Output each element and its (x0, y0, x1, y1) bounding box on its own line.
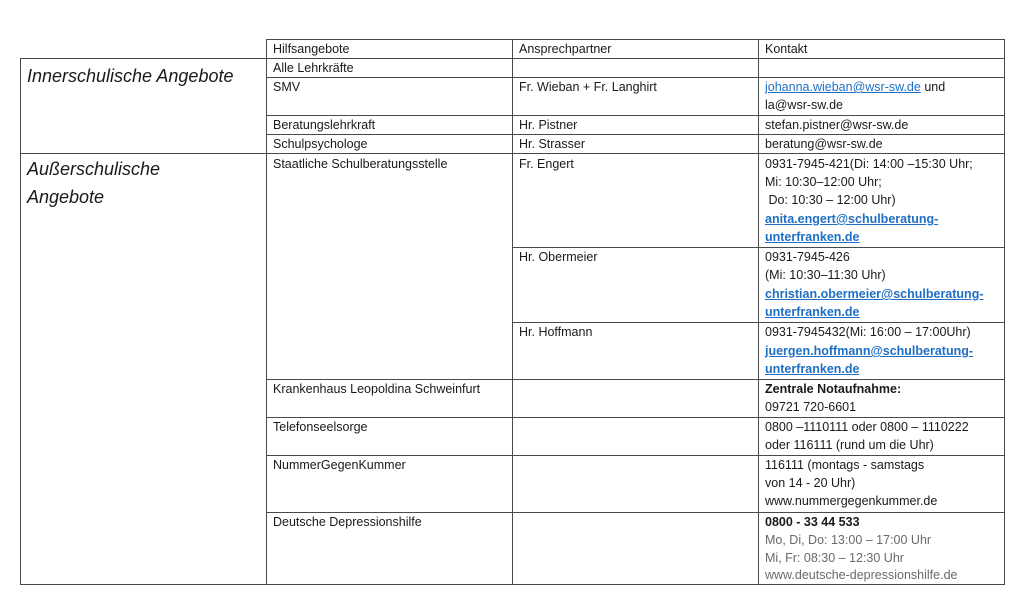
angebot-telefonseelsorge: Telefonseelsorge (273, 420, 368, 434)
header-ansprechpartner: Ansprechpartner (519, 42, 612, 56)
kontakt-psych: beratung@wsr-sw.de (765, 137, 883, 151)
email-link-obermeier-1[interactable]: christian.obermeier@schulberatung- (765, 287, 984, 301)
kontakt-and: und (920, 80, 946, 94)
col-line (266, 39, 267, 585)
partner-beratung: Hr. Pistner (519, 118, 578, 132)
kontakt-hoffmann-line1: 0931-7945432(Mi: 16:00 – 17:00Uhr) (765, 325, 971, 339)
kontakt-engert-line3: Do: 10:30 – 12:00 Uhr) (765, 193, 896, 207)
kontakt-depression-phone: 0800 - 33 44 533 (765, 515, 860, 529)
angebot-nummer: NummerGegenKummer (273, 458, 406, 472)
kontakt-krankenhaus-line1: Zentrale Notaufnahme: (765, 382, 902, 396)
section-ausserschulisch-line1: Außerschulische (27, 159, 161, 179)
angebot-psych: Schulpsychologe (273, 137, 368, 151)
col-line (758, 39, 759, 585)
angebot-staatlich: Staatliche Schulberatungsstelle (273, 157, 448, 171)
email-link-engert-1[interactable]: anita.engert@schulberatung- (765, 212, 939, 226)
kontakt-depression-line3: Mi, Fr: 08:30 – 12:30 Uhr (765, 551, 904, 565)
kontakt-nummer-url: www.nummergegenkummer.de (765, 494, 938, 508)
border-left (20, 58, 21, 585)
partner-hoffmann: Hr. Hoffmann (519, 325, 593, 339)
angebot-lehrkraefte: Alle Lehrkräfte (273, 61, 354, 75)
header-hilfsangebote: Hilfsangebote (273, 42, 350, 56)
email-link-engert-2[interactable]: unterfranken.de (765, 230, 860, 244)
email-link-hoffmann-1[interactable]: juergen.hoffmann@schulberatung- (765, 344, 974, 358)
angebot-krankenhaus: Krankenhaus Leopoldina Schweinfurt (273, 382, 481, 396)
angebot-beratung: Beratungslehrkraft (273, 118, 376, 132)
kontakt-telefonseelsorge-line2: oder 116111 (rund um die Uhr) (765, 438, 934, 452)
kontakt-depression-line2: Mo, Di, Do: 13:00 – 17:00 Uhr (765, 533, 932, 547)
row-line (266, 134, 1005, 135)
kontakt-smv-email2: la@wsr-sw.de (765, 98, 843, 112)
kontakt-krankenhaus-line2: 09721 720-6601 (765, 400, 857, 414)
partner-obermeier: Hr. Obermeier (519, 250, 598, 264)
partner-psych: Hr. Strasser (519, 137, 585, 151)
email-link[interactable]: johanna.wieban@wsr-sw.de (765, 80, 921, 94)
col-line (512, 39, 513, 585)
email-link-hoffmann-2[interactable]: unterfranken.de (765, 362, 860, 376)
angebot-smv: SMV (273, 80, 301, 94)
kontakt-telefonseelsorge-line1: 0800 –1110111 oder 0800 – 1110222 (765, 420, 969, 434)
section-innerschulisch: Innerschulische Angebote (27, 66, 234, 86)
partner-engert: Fr. Engert (519, 157, 574, 171)
header-kontakt: Kontakt (765, 42, 808, 56)
kontakt-obermeier-line1: 0931-7945-426 (765, 250, 850, 264)
section-ausserschulisch-line2: Angebote (27, 187, 105, 207)
kontakt-obermeier-line2: (Mi: 10:30–11:30 Uhr) (765, 268, 886, 282)
kontakt-nummer-line1: 116111 (montags - samstags (765, 458, 925, 472)
kontakt-smv (765, 78, 945, 96)
partner-smv: Fr. Wieban + Fr. Langhirt (519, 80, 657, 94)
angebot-depression: Deutsche Depressionshilfe (273, 515, 422, 529)
border-top (266, 39, 1005, 40)
kontakt-nummer-line2: von 14 - 20 Uhr) (765, 476, 856, 490)
kontakt-beratung: stefan.pistner@wsr-sw.de (765, 118, 909, 132)
kontakt-engert-line2: Mi: 10:30–12:00 Uhr; (765, 175, 882, 189)
border-right (1004, 39, 1005, 585)
email-link-obermeier-2[interactable]: unterfranken.de (765, 305, 860, 319)
kontakt-engert-line1: 0931-7945-421(Di: 14:00 –15:30 Uhr; (765, 157, 973, 171)
kontakt-depression-url: www.deutsche-depressionshilfe.de (765, 568, 958, 582)
